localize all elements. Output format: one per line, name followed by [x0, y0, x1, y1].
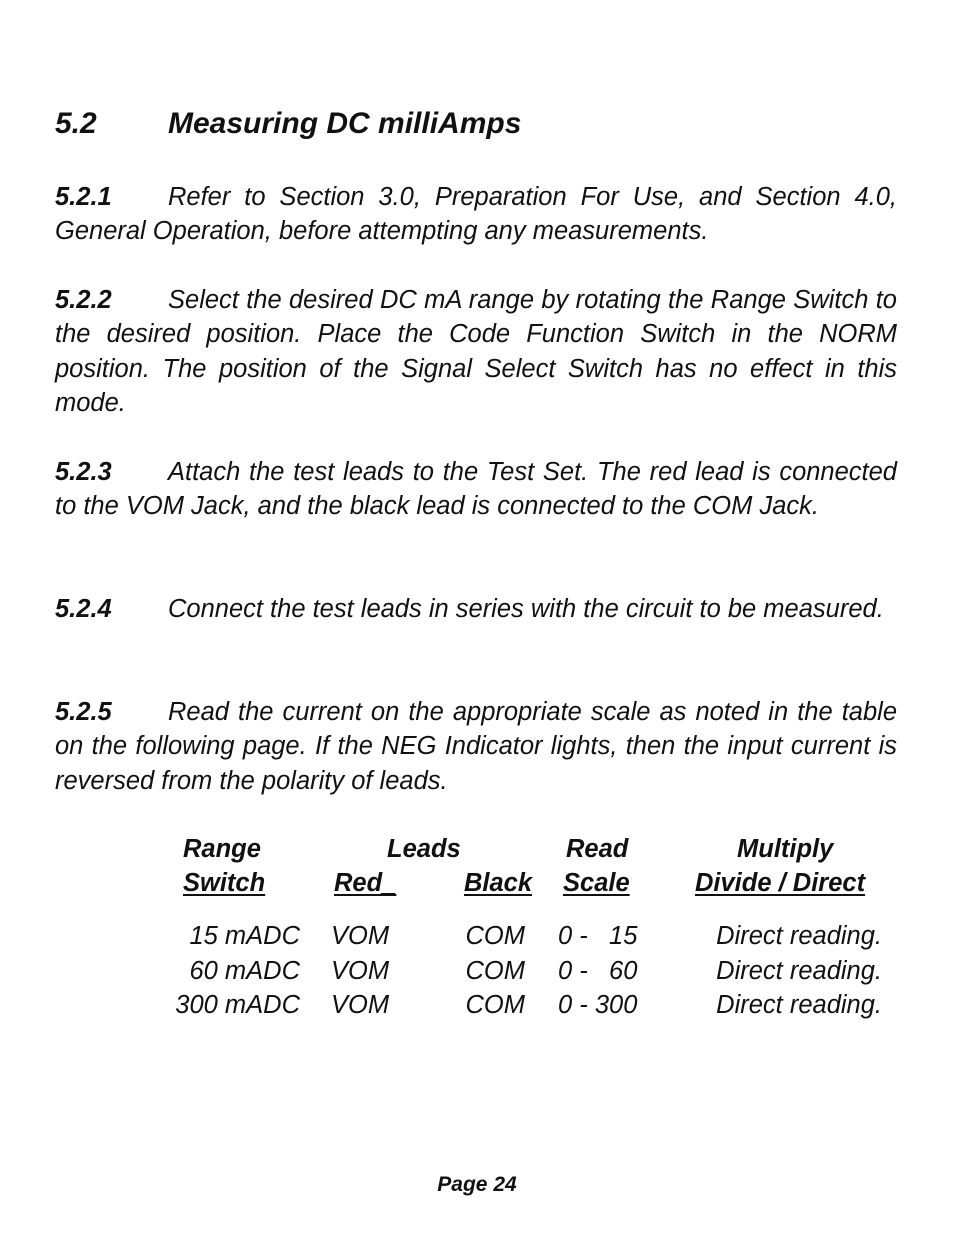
page-number: Page 24 [437, 1173, 517, 1196]
header-range: Range [183, 835, 261, 863]
paragraph-5-2-4 [55, 592, 897, 626]
row-2-black: COM [465, 957, 525, 985]
header-scale: Scale [563, 869, 630, 897]
row-3-red: VOM [331, 991, 390, 1019]
section-heading [55, 107, 521, 141]
paragraph-text: Attach the test leads to the Test Set. The red lead is connected to the VOM Jack, and the black lead is connected to the COM Jack. [55, 458, 897, 521]
header-multiply: Multiply [737, 835, 834, 863]
header-read: Read [566, 835, 629, 863]
paragraph-5-2-3 [55, 455, 897, 524]
paragraph-text: Select the desired DC mA range by rotating the Range Switch to the desired position. Place the Code Function Switch in the NORM position. The position of the Signal Select Switch has no effect in this mode. [55, 286, 897, 417]
section-title: Measuring DC milliAmps [168, 107, 522, 140]
paragraph-text: Refer to Section 3.0, Preparation For Use, and Section 4.0, General Operation, before attempting any measurements. [55, 183, 897, 246]
row-2-multiply: Direct reading. [716, 957, 882, 985]
paragraph-5-2-1 [55, 180, 897, 249]
paragraph-number: 5.2.5 [55, 698, 112, 726]
paragraph-5-2-5 [55, 695, 897, 798]
header-black: Black [463, 869, 532, 897]
row-2-range: 60 mADC [189, 957, 300, 985]
section-number: 5.2 [55, 107, 97, 140]
paragraph-text: Read the current on the appropriate scale as noted in the table on the following page. If the NEG Indicator lights, then the input current is reversed from the polarity of leads. [55, 698, 897, 795]
row-2-red: VOM [331, 957, 390, 985]
paragraph-number: 5.2.4 [55, 595, 112, 623]
row-3-range: 300 mADC [175, 991, 300, 1019]
row-1-red: VOM [331, 922, 390, 950]
header-red: Red_ [334, 869, 397, 897]
row-1-black: COM [465, 922, 525, 950]
header-divide-direct: Divide / Direct [695, 869, 866, 897]
header-leads: Leads [387, 835, 461, 863]
paragraph-text: Connect the test leads in series with the circuit to be measured. [168, 595, 884, 623]
row-1-multiply: Direct reading. [716, 922, 882, 950]
row-3-black: COM [465, 991, 525, 1019]
row-3-multiply: Direct reading. [716, 991, 882, 1019]
paragraph-5-2-2 [55, 283, 897, 420]
paragraph-number: 5.2.3 [55, 458, 112, 486]
row-1-range: 15 mADC [189, 922, 300, 950]
row-2-scale: 0 - 60 [558, 957, 638, 985]
paragraph-number: 5.2.2 [55, 286, 112, 314]
row-1-scale: 0 - 15 [558, 922, 638, 950]
header-switch: Switch [183, 869, 266, 897]
row-3-scale: 0 - 300 [558, 991, 638, 1019]
paragraph-number: 5.2.1 [55, 183, 112, 211]
